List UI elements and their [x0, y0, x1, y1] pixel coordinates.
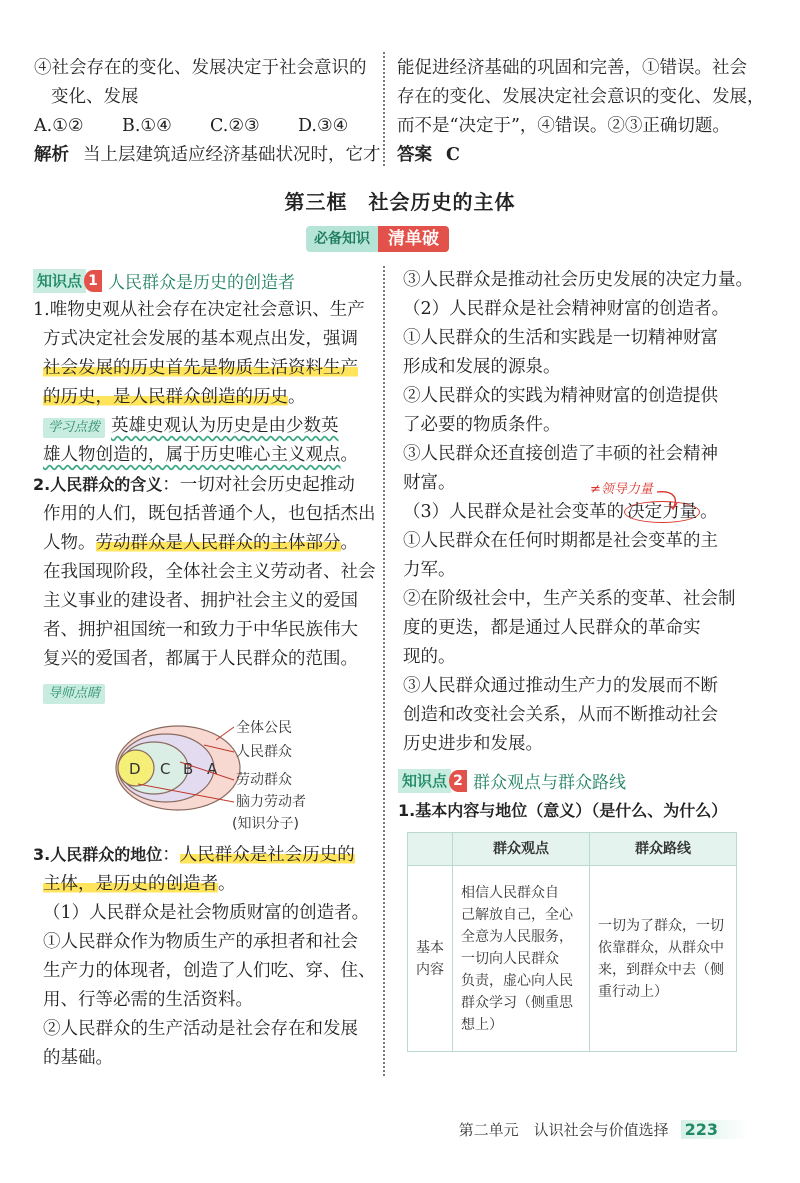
- text-line: [403, 498, 753, 527]
- cell-line: 群众学习（侧重思: [461, 994, 573, 1011]
- option-line: 变化、发展: [51, 87, 139, 107]
- analysis-line: [34, 141, 381, 170]
- table-cell: [453, 866, 590, 1052]
- text-line: [33, 870, 376, 899]
- knowledge-point-1: [33, 268, 295, 293]
- answer-value: C: [446, 145, 460, 165]
- row-label: [408, 866, 453, 1052]
- text-line: 的基础。: [43, 1048, 113, 1068]
- leader-line: [216, 727, 234, 740]
- text: ：一切对社会历史起推动: [162, 475, 355, 495]
- text-line: ①人民群众的生活和实践是一切精神财富: [403, 328, 718, 348]
- text-line: （1）人民群众是社会物质财富的创造者。: [43, 903, 370, 923]
- text-line: 了必要的物质条件。: [403, 415, 561, 435]
- people-diagram: [108, 710, 318, 835]
- kp-number: 2: [449, 770, 467, 792]
- highlight: 劳动群众是人民群众的主体部分: [95, 533, 341, 553]
- tip-text: 英雄史观认为历史是由少数英: [111, 416, 339, 436]
- answer-label: 答案: [397, 145, 432, 165]
- option-a: A.①②: [34, 116, 84, 136]
- highlight: 主体，是历史的创造者: [43, 874, 218, 894]
- punct: 。: [340, 445, 358, 465]
- highlight: 的历史，是人民群众创造的历史: [43, 387, 288, 407]
- table-header: 群众路线: [590, 833, 737, 866]
- cell-line: 一切为了群众，一切: [598, 917, 724, 934]
- cell-line: 想上）: [461, 1016, 503, 1033]
- column-divider-main: [383, 266, 385, 1076]
- text-line: 创造和改变社会关系，从而不断推动社会: [403, 705, 718, 725]
- text-line: ③人民群众还直接创造了丰硕的社会精神: [403, 444, 718, 464]
- left-column-lower: [33, 840, 376, 1073]
- row-label-text: 基本内容: [416, 939, 444, 978]
- text-line: 度的更迭，都是通过人民群众的革命实: [403, 618, 701, 638]
- letter-c: C: [160, 760, 171, 778]
- note-arrow: [655, 488, 685, 512]
- tip-label: 导师点睛: [43, 684, 105, 704]
- letter-b: B: [183, 760, 194, 778]
- text-line: 用、行等必需的生活资料。: [43, 990, 253, 1010]
- text-line: 作用的人们，既包括普通个人，也包括杰出: [43, 504, 376, 524]
- tip-line: [33, 678, 376, 707]
- mass-line-table: [407, 832, 737, 1052]
- option-b: B.①④: [122, 116, 172, 136]
- label-all-citizens: 全体公民: [236, 720, 292, 736]
- cell-line: 相信人民群众自: [461, 884, 559, 901]
- option-d: D.③④: [298, 116, 349, 136]
- punct: 。: [340, 533, 358, 553]
- kp-number: 1: [84, 270, 102, 292]
- table-row: [408, 866, 737, 1052]
- table-header: [408, 833, 453, 866]
- text-line: 财富。: [403, 473, 456, 493]
- text-line: 方式决定社会发展的基本观点出发，强调: [43, 329, 358, 349]
- cell-line: 负责，虚心向人民: [461, 972, 573, 989]
- right-column: [403, 266, 753, 759]
- table-cell: [590, 866, 737, 1052]
- text-line: ②人民群众的实践为精神财富的创造提供: [403, 386, 718, 406]
- text-line: [33, 383, 376, 412]
- table-header: 群众观点: [453, 833, 590, 866]
- kp2-subheading: 1.基本内容与地位（意义）（是什么、为什么）: [398, 801, 728, 820]
- tip-label: 学习点拨: [43, 418, 105, 438]
- punct: 。: [700, 502, 718, 522]
- cell-line: 重行动上）: [598, 983, 668, 1000]
- text-line: ③人民群众通过推动生产力的发展而不断: [403, 676, 718, 696]
- cell-line: 依靠群众，从群众中: [598, 939, 724, 956]
- tip-text: 雄人物创造的，属于历史唯心主义观点: [43, 445, 341, 465]
- highlight: 人民群众是社会历史的: [179, 845, 355, 865]
- text-line: 在我国现阶段，全体社会主义劳动者、社会: [43, 562, 376, 582]
- kp-title: 人民群众是历史的创造者: [108, 273, 296, 293]
- item-heading: 3.人民群众的地位: [33, 845, 163, 864]
- text-line: 现的。: [403, 647, 456, 667]
- analysis-label: 解析: [34, 145, 69, 165]
- text-line: 形成和发展的源泉。: [403, 357, 561, 377]
- text-line: ③人民群众是推动社会历史发展的决定力量。: [403, 270, 753, 290]
- kp-label: 知识点: [33, 269, 86, 293]
- text-line: ②人民群众的生产活动是社会存在和发展: [43, 1019, 358, 1039]
- punct: 。: [288, 387, 306, 407]
- circled-text: 决定力量: [624, 501, 700, 523]
- text-line: ①人民群众作为物质生产的承担者和社会: [43, 932, 358, 952]
- answer-options: [34, 112, 381, 141]
- cell-line: 来，到群众中去（侧: [598, 961, 724, 978]
- answer-line: [397, 141, 765, 170]
- handwritten-note: ≠领导力量: [590, 482, 653, 497]
- left-column: [33, 296, 376, 707]
- option-c: C.②③: [210, 116, 260, 136]
- text-line: [33, 529, 376, 558]
- text-line: ②在阶级社会中，生产关系的变革、社会制: [403, 589, 736, 609]
- kp-title: 群众观点与群众路线: [473, 773, 627, 793]
- analysis-continued: 而不是“决定于”，④错误。②③正确切题。: [397, 116, 730, 136]
- item-heading: 2.人民群众的含义: [33, 475, 163, 494]
- cell-line: 己解放自己，全心: [461, 906, 573, 923]
- section-badge: [306, 226, 449, 252]
- letter-a: A: [207, 760, 218, 778]
- text: 人物。: [43, 533, 96, 553]
- text-line: [33, 840, 376, 870]
- text-line: ①人民群众在任何时期都是社会变革的主: [403, 531, 718, 551]
- letter-d: D: [129, 760, 141, 778]
- analysis-text: 当上层建筑适应经济基础状况时，它才: [83, 145, 381, 165]
- badge-right: 清单破: [378, 226, 449, 252]
- cell-line: 一切向人民群众: [461, 950, 559, 967]
- table-header-row: [408, 833, 737, 866]
- text-line: （2）人民群众是社会精神财富的创造者。: [403, 299, 730, 319]
- section-title: 第三框 社会历史的主体: [284, 190, 516, 214]
- analysis-continued: 存在的变化、发展决定社会意识的变化、发展，: [397, 87, 765, 107]
- text-line: [33, 470, 376, 500]
- page-number: 223: [681, 1120, 748, 1139]
- kp-label: 知识点: [398, 769, 451, 793]
- text-line: 力军。: [403, 560, 456, 580]
- column-divider-top: [383, 52, 385, 166]
- knowledge-point-2: [398, 768, 626, 793]
- text: （3）人民群众是社会变革的: [403, 502, 625, 522]
- punct: ：: [162, 845, 180, 865]
- text-line: 复兴的爱国者，都属于人民群众的范围。: [43, 649, 358, 669]
- text-line: 者、拥护祖国统一和致力于中华民族伟大: [43, 620, 358, 640]
- option-line: ④社会存在的变化、发展决定于社会意识的: [34, 58, 367, 78]
- text-line: 主义事业的建设者、拥护社会主义的爱国: [43, 591, 358, 611]
- badge-left: 必备知识: [306, 226, 378, 252]
- label-laborers: 劳动群众: [236, 772, 292, 788]
- punct: 。: [218, 874, 236, 894]
- cell-line: 全意为人民服务，: [461, 928, 573, 945]
- label-mental-laborers: 脑力劳动者: [236, 794, 306, 810]
- tip-line: [33, 412, 376, 441]
- top-left-block: [34, 54, 381, 170]
- analysis-continued: 能促进经济基础的巩固和完善，①错误。社会: [397, 58, 747, 78]
- text-line: 生产力的体现者，创造了人们吃、穿、住、: [43, 961, 376, 981]
- text-line: [33, 354, 376, 383]
- label-intellectuals: (知识分子): [232, 816, 299, 832]
- text-line: 历史进步和发展。: [403, 734, 543, 754]
- footer-unit: 第二单元 认识社会与价值选择: [458, 1121, 669, 1139]
- tip-line: [33, 441, 376, 470]
- text-line: 1.唯物史观从社会存在决定社会意识、生产: [33, 300, 365, 320]
- label-people: 人民群众: [236, 744, 292, 760]
- highlight: 社会发展的历史首先是物质生活资料生产: [43, 358, 358, 378]
- page-footer: [459, 1119, 748, 1140]
- top-right-block: [397, 54, 765, 170]
